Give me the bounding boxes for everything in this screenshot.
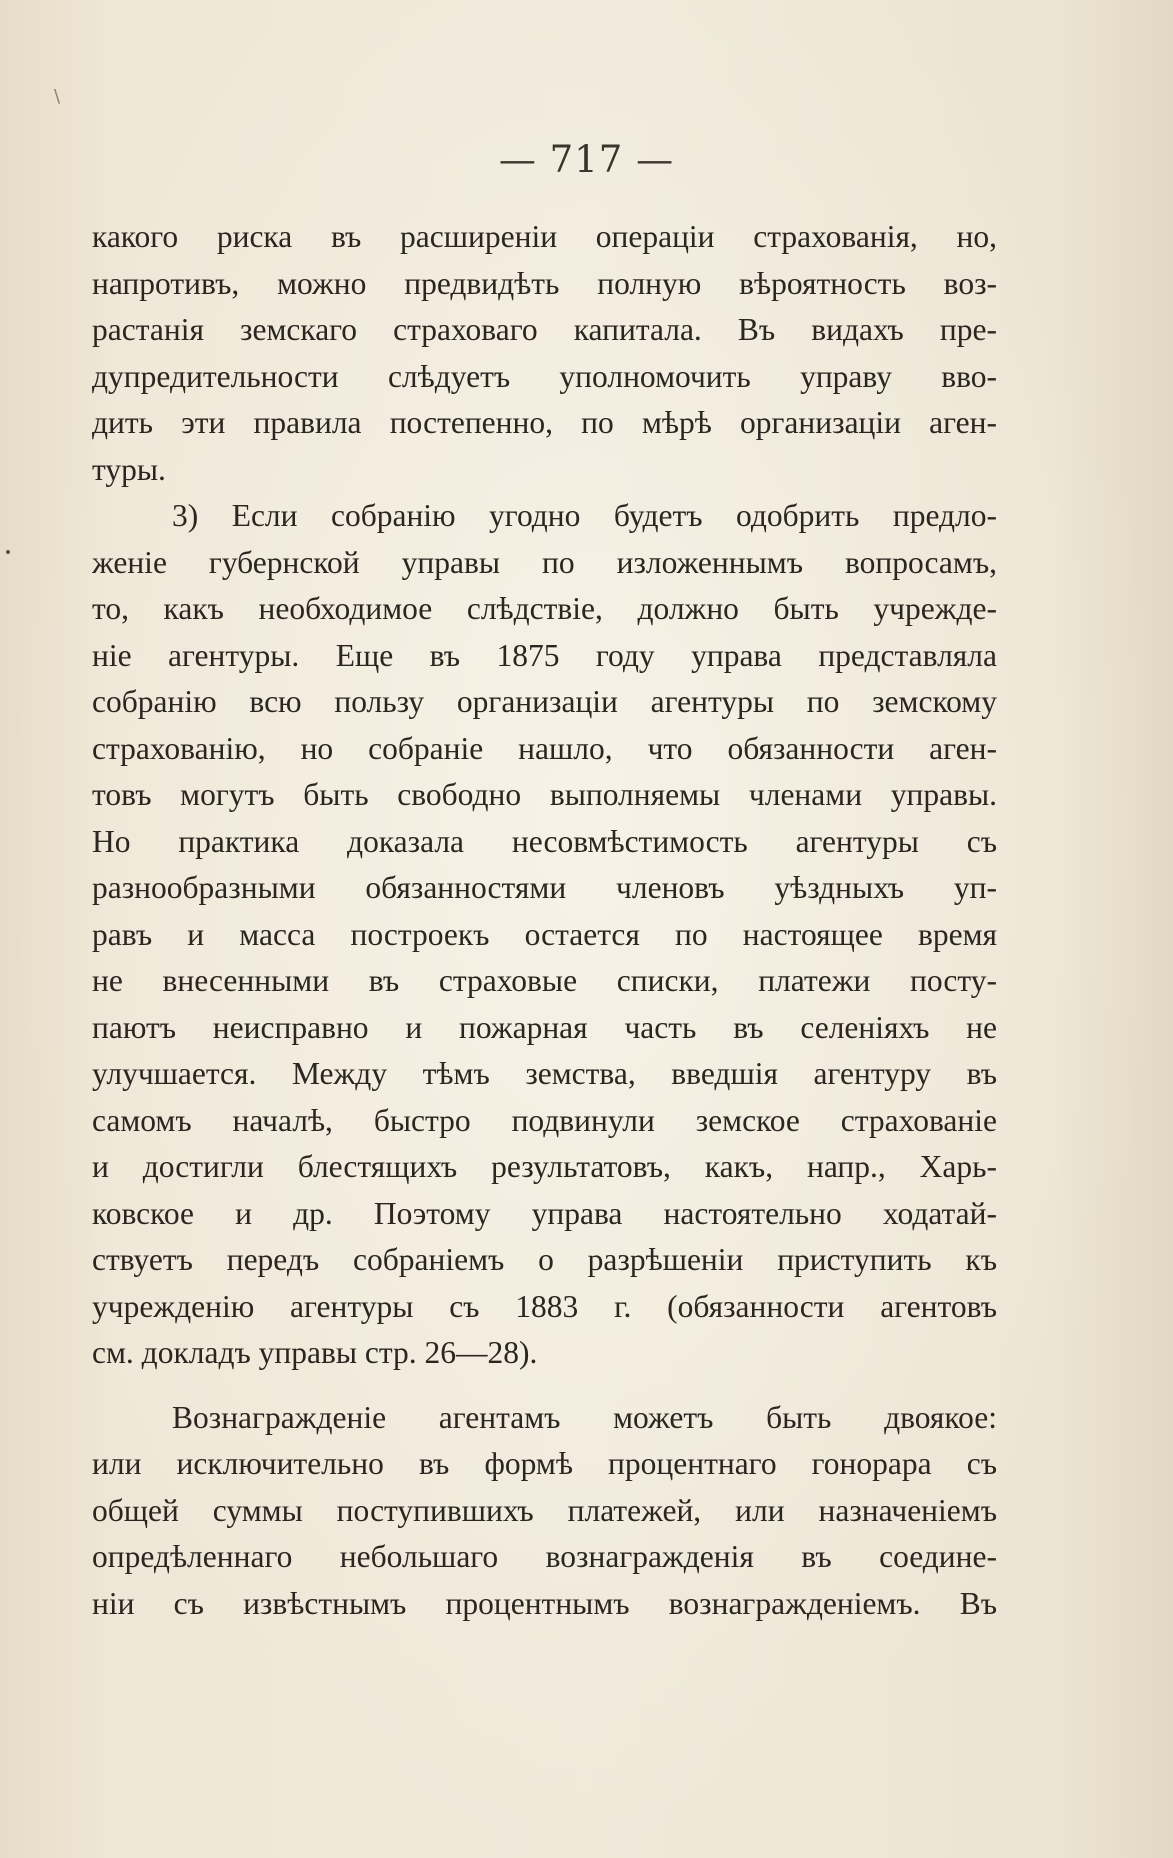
- text-line: страхованію, но собраніе нашло, что обязанности аген-: [92, 730, 997, 766]
- text-line: равъ и масса построекъ остается по настоящее время: [92, 916, 997, 952]
- paragraph-start-line: Вознагражденіе агентамъ можетъ быть двоякое:: [172, 1399, 997, 1435]
- text-line: ствуетъ передъ собраніемъ о разрѣшеніи приступить къ: [92, 1242, 997, 1277]
- text-line: и достигли блестящихъ результатовъ, какъ, напр., Харь-: [92, 1149, 997, 1184]
- text-line: ніи съ извѣстнымъ процентнымъ вознагражденіемъ. Въ: [92, 1585, 997, 1621]
- text-line: Но практика доказала несовмѣстимость агентуры съ: [92, 823, 997, 859]
- text-line: растанія земскаго страховаго капитала. Въ видахъ пре-: [92, 312, 997, 347]
- text-line: женіе губернской управы по изложеннымъ вопросамъ,: [92, 544, 997, 580]
- text-line: учрежденію агентуры съ 1883 г. (обязанности агентовъ: [92, 1288, 997, 1324]
- text-line: дупредительности слѣдуетъ уполномочить управу вво-: [92, 358, 997, 394]
- text-line: не внесенными въ страховые списки, платежи посту-: [92, 963, 997, 998]
- text-line: напротивъ, можно предвидѣть полную вѣроятность воз-: [92, 265, 997, 301]
- text-line: см. докладъ управы стр. 26—28).: [92, 1335, 538, 1370]
- text-line: ніе агентуры. Еще въ 1875 году управа представляла: [92, 637, 997, 673]
- paragraph-gap: [92, 1377, 997, 1395]
- page-number: — 717 —: [498, 138, 675, 181]
- stray-mark: \: [54, 86, 61, 107]
- text-line: то, какъ необходимое слѣдствіе, должно быть учрежде-: [92, 591, 997, 626]
- text-line: или исключительно въ формѣ процентнаго гонорара съ: [92, 1446, 997, 1481]
- text-line: самомъ началѣ, быстро подвинули земское страхованіе: [92, 1102, 997, 1138]
- text-line: разнообразными обязанностями членовъ уѣздныхъ уп-: [92, 870, 997, 905]
- text-line: улучшается. Между тѣмъ земства, введшія агентуру въ: [92, 1056, 997, 1091]
- text-line: опредѣленнаго небольшаго вознагражденія въ соедине-: [92, 1539, 997, 1574]
- margin-dot: [6, 550, 10, 554]
- text-line: товъ могутъ быть свободно выполняемы членами управы.: [92, 777, 997, 812]
- text-line: собранію всю пользу организаціи агентуры по земскому: [92, 684, 997, 719]
- text-line: ковское и др. Поэтому управа настоятельно ходатай-: [92, 1195, 997, 1231]
- text-line: дить эти правила постепенно, по мѣрѣ организаціи аген-: [92, 405, 997, 440]
- text-line: паютъ неисправно и пожарная часть въ селеніяхъ не: [92, 1009, 997, 1045]
- paragraph-start-line: 3) Если собранію угодно будетъ одобрить предло-: [172, 498, 997, 533]
- text-line: туры.: [92, 451, 166, 487]
- body-text: [92, 214, 997, 1627]
- text-line: общей суммы поступившихъ платежей, или назначеніемъ: [92, 1492, 997, 1528]
- text-line: какого риска въ расширеніи операціи страхованія, но,: [92, 219, 997, 254]
